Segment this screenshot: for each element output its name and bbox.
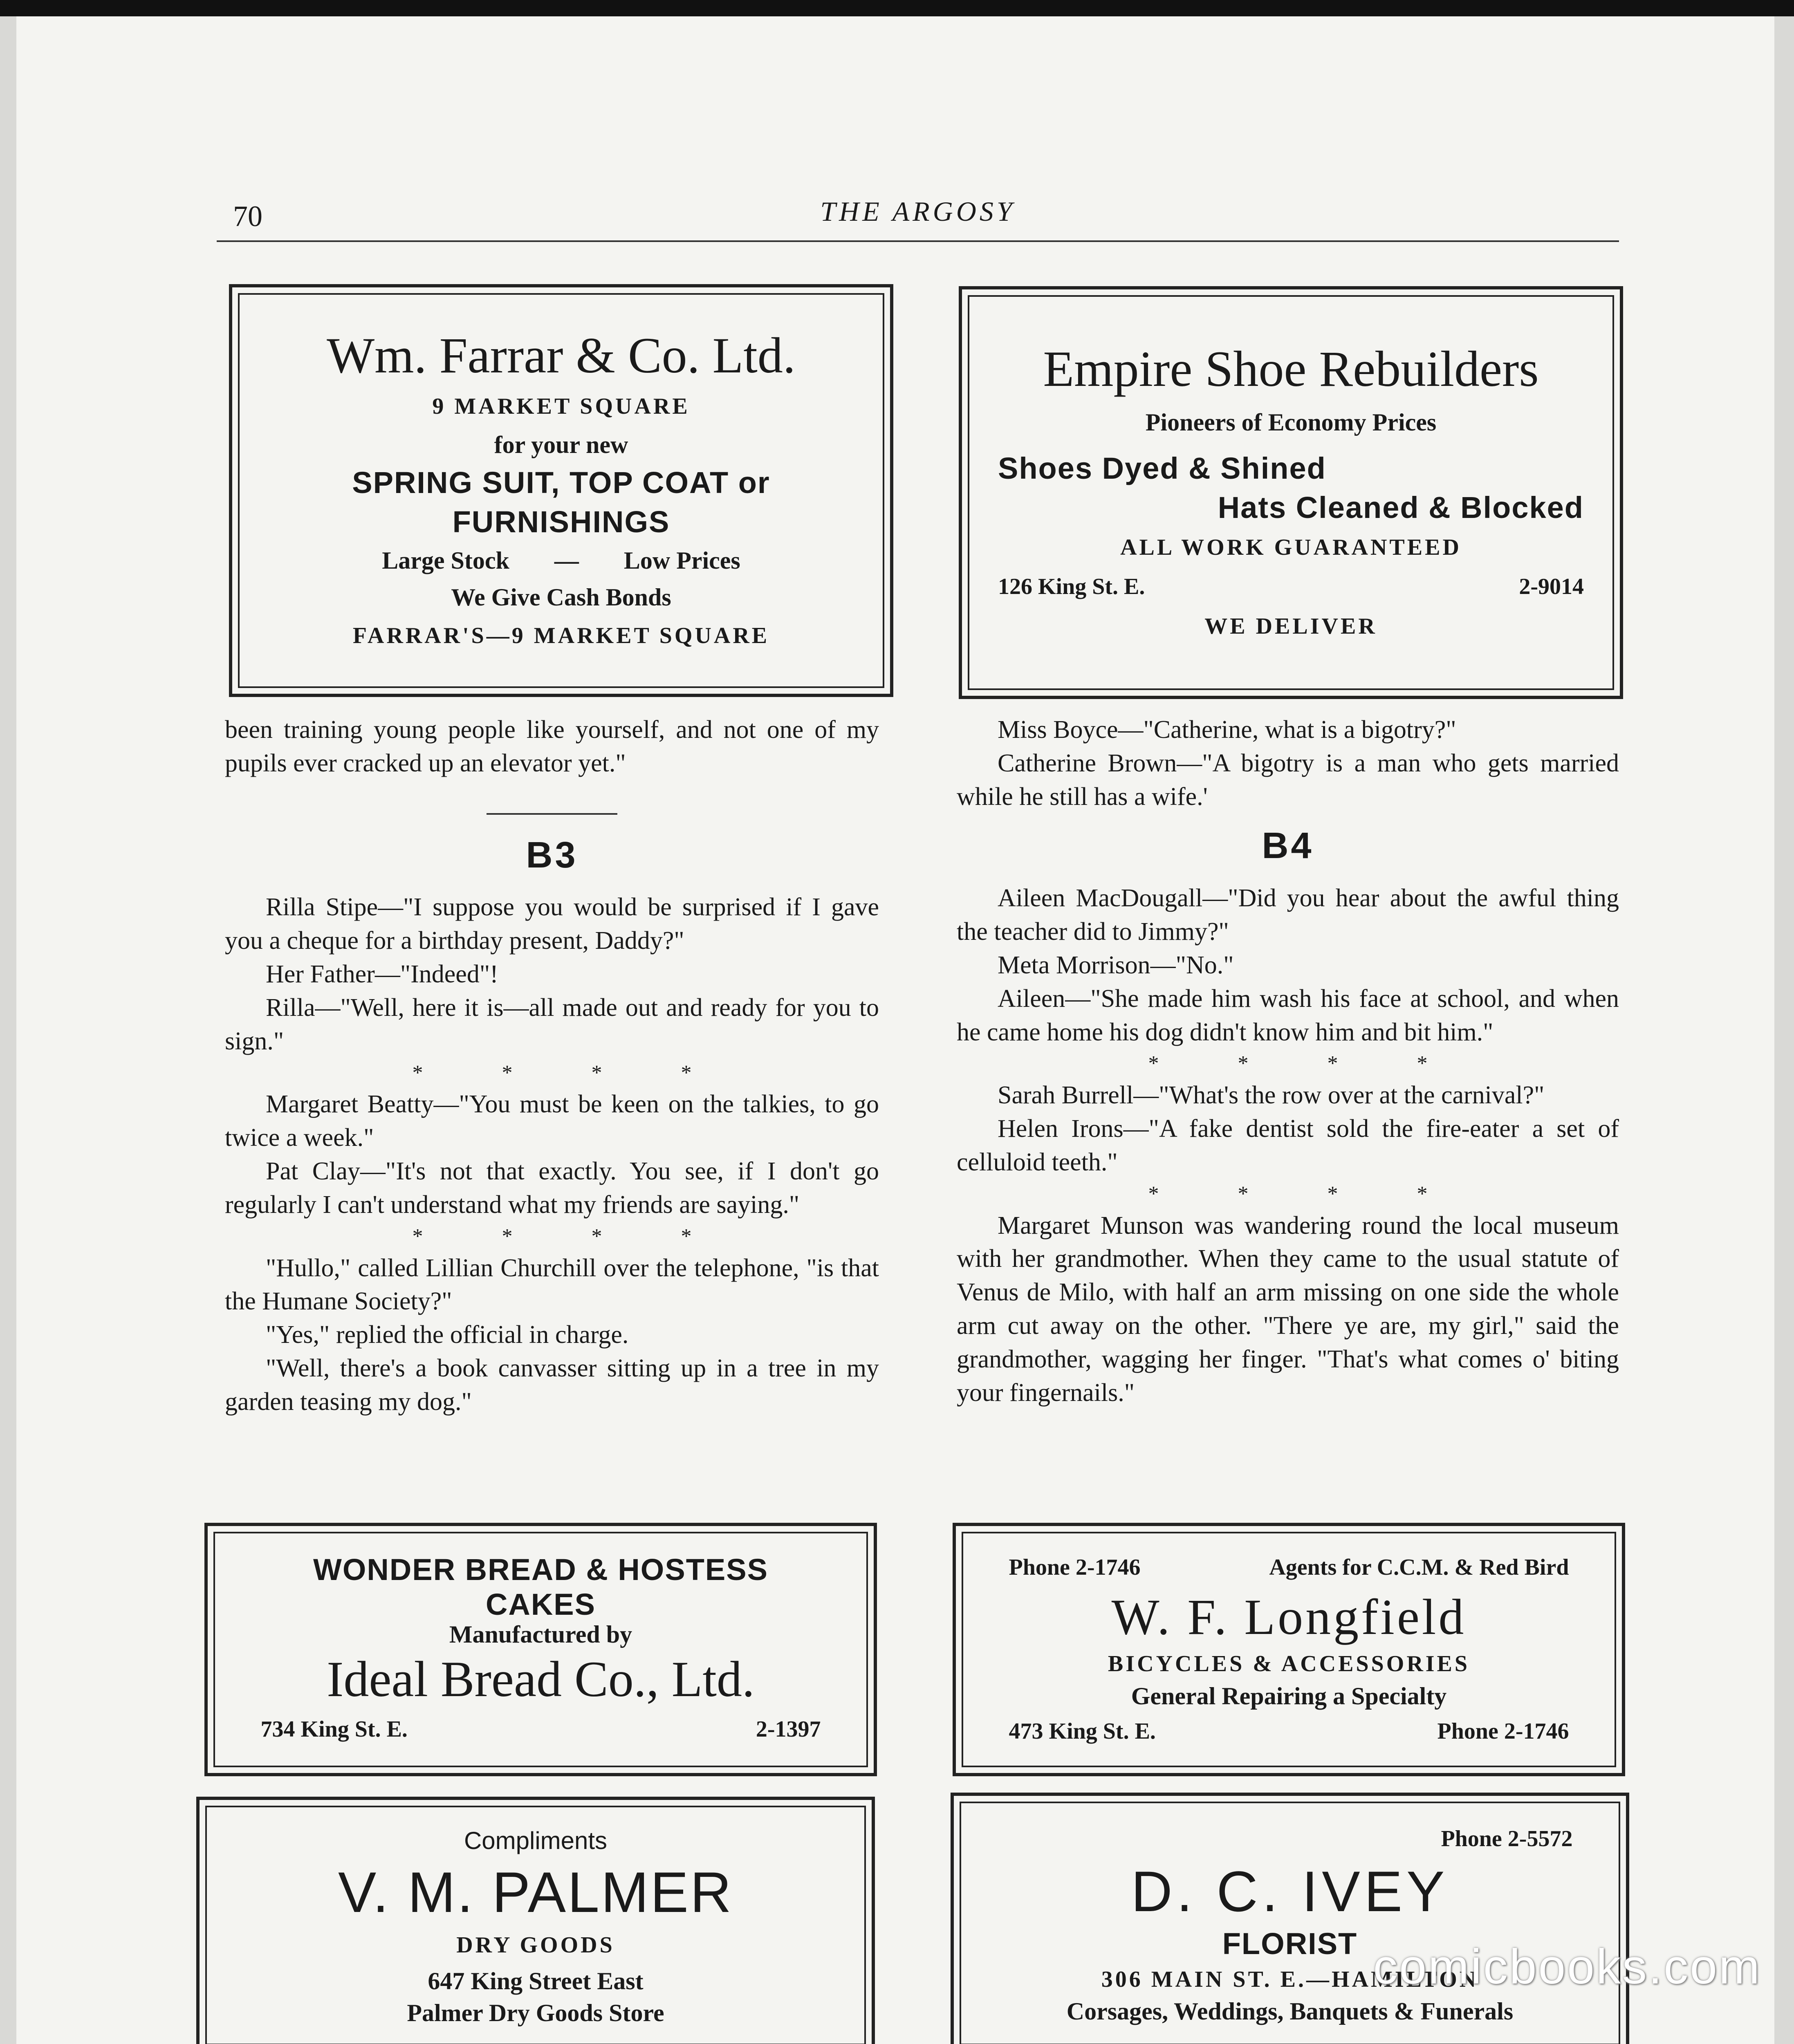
ideal-address-row — [261, 1710, 821, 1749]
scan-edge — [0, 0, 1794, 16]
ideal-address: 734 King St. E. — [260, 1716, 408, 1742]
ivey-business: FLORIST — [1222, 1926, 1358, 1961]
left-paragraph: Her Father—"Indeed"! — [266, 960, 498, 988]
ideal-headline2: CAKES — [485, 1587, 596, 1622]
farrar-stock: Large Stock — [382, 547, 509, 574]
empire-service1: Shoes Dyed & Shined — [998, 451, 1326, 485]
right-paragraph: Miss Boyce—"Catherine, what is a bigotry?" — [998, 716, 1456, 744]
palmer-business: DRY GOODS — [456, 1932, 615, 1958]
right-separator-stars: * * * * — [1148, 1052, 1464, 1076]
right-paragraph: Sarah Burrell—"What's the row over at the carnival?" — [998, 1081, 1545, 1109]
ad-longfield — [953, 1523, 1625, 1776]
right-paragraph: Catherine Brown—"A bigotry is a man who gets married while he still has a wife.' — [957, 749, 1619, 811]
section-heading-b3: B3 — [526, 834, 578, 876]
empire-delivery: WE DELIVER — [1204, 614, 1377, 639]
ivey-address: 306 MAIN ST. E.—HAMILTON — [1101, 1966, 1479, 1992]
page-number: 70 — [233, 200, 262, 233]
left-continuation: been training young people like yourself, and not one of my pupils ever cracked up an elevator yet." — [225, 716, 879, 777]
farrar-bonds: We Give Cash Bonds — [451, 583, 671, 611]
farrar-dash: — — [554, 547, 579, 574]
ideal-name: Ideal Bread Co., Ltd. — [327, 1651, 755, 1708]
farrar-footer: FARRAR'S—9 MARKET SQUARE — [352, 623, 770, 648]
empire-service2: Hats Cleaned & Blocked — [1218, 490, 1584, 524]
section-heading-b4: B4 — [1262, 825, 1314, 867]
ad-ideal-bread — [204, 1523, 877, 1776]
left-paragraph: "Well, there's a book canvasser sitting up in a tree in my garden teasing my dog." — [225, 1354, 879, 1416]
left-paragraph: Rilla Stipe—"I suppose you would be surprised if I gave you a cheque for a birthday present, Daddy?" — [225, 893, 879, 955]
farrar-stock-prices — [382, 542, 740, 579]
palmer-compliments: Compliments — [464, 1827, 608, 1854]
ideal-headline1: WONDER BREAD & HOSTESS — [313, 1552, 768, 1587]
running-header — [217, 191, 1619, 242]
longfield-line2: General Repairing a Specialty — [1131, 1682, 1447, 1710]
right-paragraph: Meta Morrison—"No." — [998, 951, 1234, 979]
longfield-line1: BICYCLES & ACCESSORIES — [1108, 1651, 1470, 1677]
right-separator-stars: * * * * — [1148, 1182, 1464, 1206]
farrar-tagline: for your new — [494, 431, 628, 459]
longfield-agents: Agents for C.C.M. & Red Bird — [1269, 1555, 1569, 1580]
right-column — [957, 713, 1619, 1410]
ivey-phone-row — [1007, 1820, 1573, 1858]
longfield-phone-bottom: Phone 2-1746 — [1437, 1718, 1569, 1744]
left-paragraph: Margaret Beatty—"You must be keen on the talkies, to go twice a week." — [225, 1090, 879, 1152]
longfield-bottom-row — [1009, 1712, 1569, 1751]
left-paragraph: "Hullo," called Lillian Churchill over the telephone, "is that the Humane Society?" — [225, 1254, 879, 1316]
site-watermark: comicbooks.com — [1373, 1939, 1761, 1994]
farrar-offer-line1: SPRING SUIT, TOP COAT or — [352, 466, 770, 500]
ideal-phone: 2-1397 — [756, 1716, 821, 1742]
longfield-address: 473 King St. E. — [1009, 1718, 1156, 1744]
left-column — [225, 713, 879, 1419]
longfield-name: W. F. Longfield — [1111, 1589, 1467, 1645]
ivey-name: D. C. IVEY — [1131, 1859, 1449, 1923]
farrar-offer-line2: FURNISHINGS — [452, 505, 670, 539]
farrar-prices: Low Prices — [623, 547, 740, 574]
running-title: THE ARGOSY — [820, 196, 1016, 227]
palmer-store: Palmer Dry Goods Store — [407, 1999, 664, 2026]
ad-empire-shoe — [959, 286, 1623, 699]
right-paragraph: Aileen—"She made him wash his face at school, and when he came home his dog didn't know him and bit him." — [957, 984, 1619, 1046]
left-paragraph: "Yes," replied the official in charge. — [266, 1321, 629, 1349]
palmer-address: 647 King Street East — [428, 1967, 644, 1995]
empire-name: Empire Shoe Rebuilders — [1043, 341, 1539, 397]
left-divider — [487, 813, 617, 815]
ad-ivey — [951, 1793, 1629, 2044]
ivey-services: Corsages, Weddings, Banquets & Funerals — [1066, 1998, 1514, 2025]
palmer-name: V. M. PALMER — [338, 1860, 733, 1924]
empire-guarantee: ALL WORK GUARANTEED — [1120, 534, 1462, 560]
empire-address-row — [998, 567, 1584, 606]
right-paragraph: Helen Irons—"A fake dentist sold the fire-eater a set of celluloid teeth." — [957, 1115, 1619, 1176]
left-separator-stars: * * * * — [412, 1061, 729, 1085]
ad-farrar — [229, 284, 893, 697]
farrar-address: 9 MARKET SQUARE — [432, 394, 690, 419]
farrar-name: Wm. Farrar & Co. Ltd. — [327, 327, 796, 384]
right-paragraph: Margaret Munson was wandering round the local museum with her grandmother. When they came to the usual statute of Venus de Milo, with half an arm missing on one side the whole arm cut away on the other. "There ye are, my girl," said the grandmother, wagging her finger. "That's what comes o' biting your fingernails." — [957, 1211, 1619, 1407]
ideal-manufactured: Manufactured by — [449, 1621, 632, 1648]
right-paragraph: Aileen MacDougall—"Did you hear about the awful thing the teacher did to Jimmy?" — [957, 884, 1619, 946]
longfield-top-row — [1009, 1548, 1569, 1587]
ad-palmer — [196, 1797, 875, 2044]
left-paragraph: Pat Clay—"It's not that exactly. You see, if I don't go regularly I can't understand what my friends are saying." — [225, 1157, 879, 1219]
empire-tagline: Pioneers of Economy Prices — [1145, 408, 1437, 436]
left-separator-stars: * * * * — [412, 1224, 729, 1248]
empire-address: 126 King St. E. — [998, 574, 1145, 599]
longfield-phone-top: Phone 2-1746 — [1009, 1555, 1141, 1580]
empire-phone: 2-9014 — [1519, 574, 1584, 599]
left-paragraph: Rilla—"Well, here it is—all made out and ready for you to sign." — [225, 993, 879, 1055]
ivey-phone: Phone 2-5572 — [1441, 1826, 1573, 1851]
